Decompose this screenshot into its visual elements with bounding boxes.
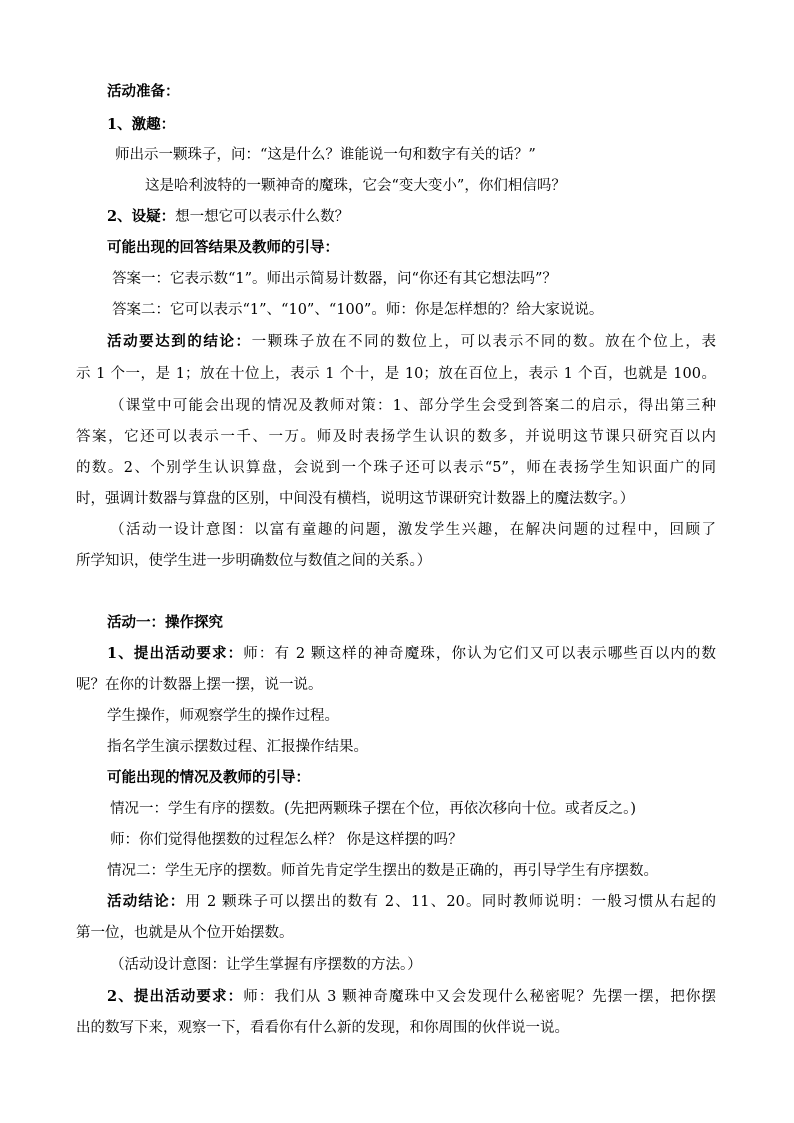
- section-title-activity-one: 活动一：操作探究: [107, 614, 223, 631]
- requirement-label: 1、提出活动要求：: [107, 645, 244, 662]
- conclusion-line: [107, 332, 716, 352]
- conclusion-text: 一颗珠子放在不同的数位上，可以表示不同的数。放在个位上，表: [251, 334, 716, 350]
- conclusion-label: 活动要达到的结论：: [107, 333, 252, 350]
- requirement-two-text: 师：我们从 3 颗神奇魔珠中又会发现什么秘密呢？先摆一摆，把你摆: [243, 989, 716, 1005]
- requirement-text: 师：有 2 颗这样的神奇魔珠，你认为它们又可以表示哪些百以内的数: [243, 646, 716, 662]
- conclusion-line: 示 1 个一，是 1；放在十位上，表示 1 个十，是 10；放在百位上，表示 1 个百，也就是 100。: [76, 366, 716, 382]
- activity-intent: （活动设计意图：让学生掌握有序摆数的方法。）: [110, 957, 422, 973]
- note-line: （课堂中可能会出现的情况及教师对策：1、部分学生会受到答案二的启示，得出第三种: [110, 398, 716, 414]
- case-one-question: 师：你们觉得他摆数的过程怎么样？ 你是这样摆的吗？: [110, 832, 463, 848]
- note-line: 的数。2、个别学生认识算盘，会说到一个珠子还可以表示“5”，师在表扬学生知识面广的同: [76, 460, 716, 476]
- section-title-preparation: 活动准备：: [107, 83, 180, 100]
- subheading-possible-answers: 可能出现的回答结果及教师的引导：: [107, 239, 339, 256]
- requirement-two-line: [107, 987, 716, 1007]
- intent-line: 所学知识，使学生进一步明确数位与数值之间的关系。）: [76, 553, 432, 569]
- subheading-possible-cases: 可能出现的情况及教师的引导：: [107, 769, 310, 786]
- requirement-line: 呢？在你的计数器上摆一摆，说一说。: [76, 677, 323, 693]
- step-text: 想一想它可以表示什么数？: [175, 209, 350, 225]
- intent-line: （活动一设计意图：以富有童趣的问题，激发学生兴趣，在解决问题的过程中，回顾了: [110, 522, 716, 538]
- note-line: 时，强调计数器与算盘的区别，中间没有横档，说明这节课研究计数器上的魔法数字。）: [76, 491, 635, 507]
- requirement-line: [107, 644, 716, 664]
- step-label-question: 2、设疑：: [107, 208, 176, 225]
- activity-conclusion-label: 活动结论：: [107, 893, 186, 910]
- step-question: [107, 207, 349, 227]
- operation-line: 学生操作，师观察学生的操作过程。: [107, 708, 339, 724]
- answer-one: 答案一：它表示数“1”。师出示简易计数器，问“你还有其它想法吗”？: [112, 271, 557, 287]
- requirement-two-label: 2、提出活动要求：: [107, 988, 244, 1005]
- note-line: 答案，它还可以表示一千、一万。师及时表扬学生认识的数多，并说明这节课只研究百以内: [76, 429, 716, 445]
- operation-line: 指名学生演示摆数过程、汇报操作结果。: [107, 739, 368, 755]
- case-one: 情况一：学生有序的摆数。(先把两颗珠子摆在个位，再依次移向十位。或者反之。): [110, 801, 637, 817]
- case-two: 情况二：学生无序的摆数。师首先肯定学生摆出的数是正确的，再引导学生有序摆数。: [107, 863, 658, 879]
- activity-conclusion-text: 用 2 颗珠子可以摆出的数有 2、11、20。同时教师说明：一般习惯从右起的: [185, 894, 717, 910]
- activity-conclusion-line: 第一位，也就是从个位开始摆数。: [76, 925, 294, 941]
- requirement-two-line: 出的数写下来，观察一下，看看你有什么新的发现，和你周围的伙伴说一说。: [76, 1020, 569, 1036]
- activity-conclusion-line: [107, 892, 716, 912]
- answer-two: 答案二：它可以表示“1”、“10”、“100”。师：你是怎样想的？给大家说说。: [112, 302, 604, 318]
- paragraph-line: 这是哈利波特的一颗神奇的魔珠，它会“变大变小”，你们相信吗？: [145, 178, 566, 194]
- paragraph-line: 师出示一颗珠子，问：“这是什么？谁能说一句和数字有关的话？”: [115, 147, 536, 163]
- step-label-arouse: 1、激趣：: [107, 116, 176, 133]
